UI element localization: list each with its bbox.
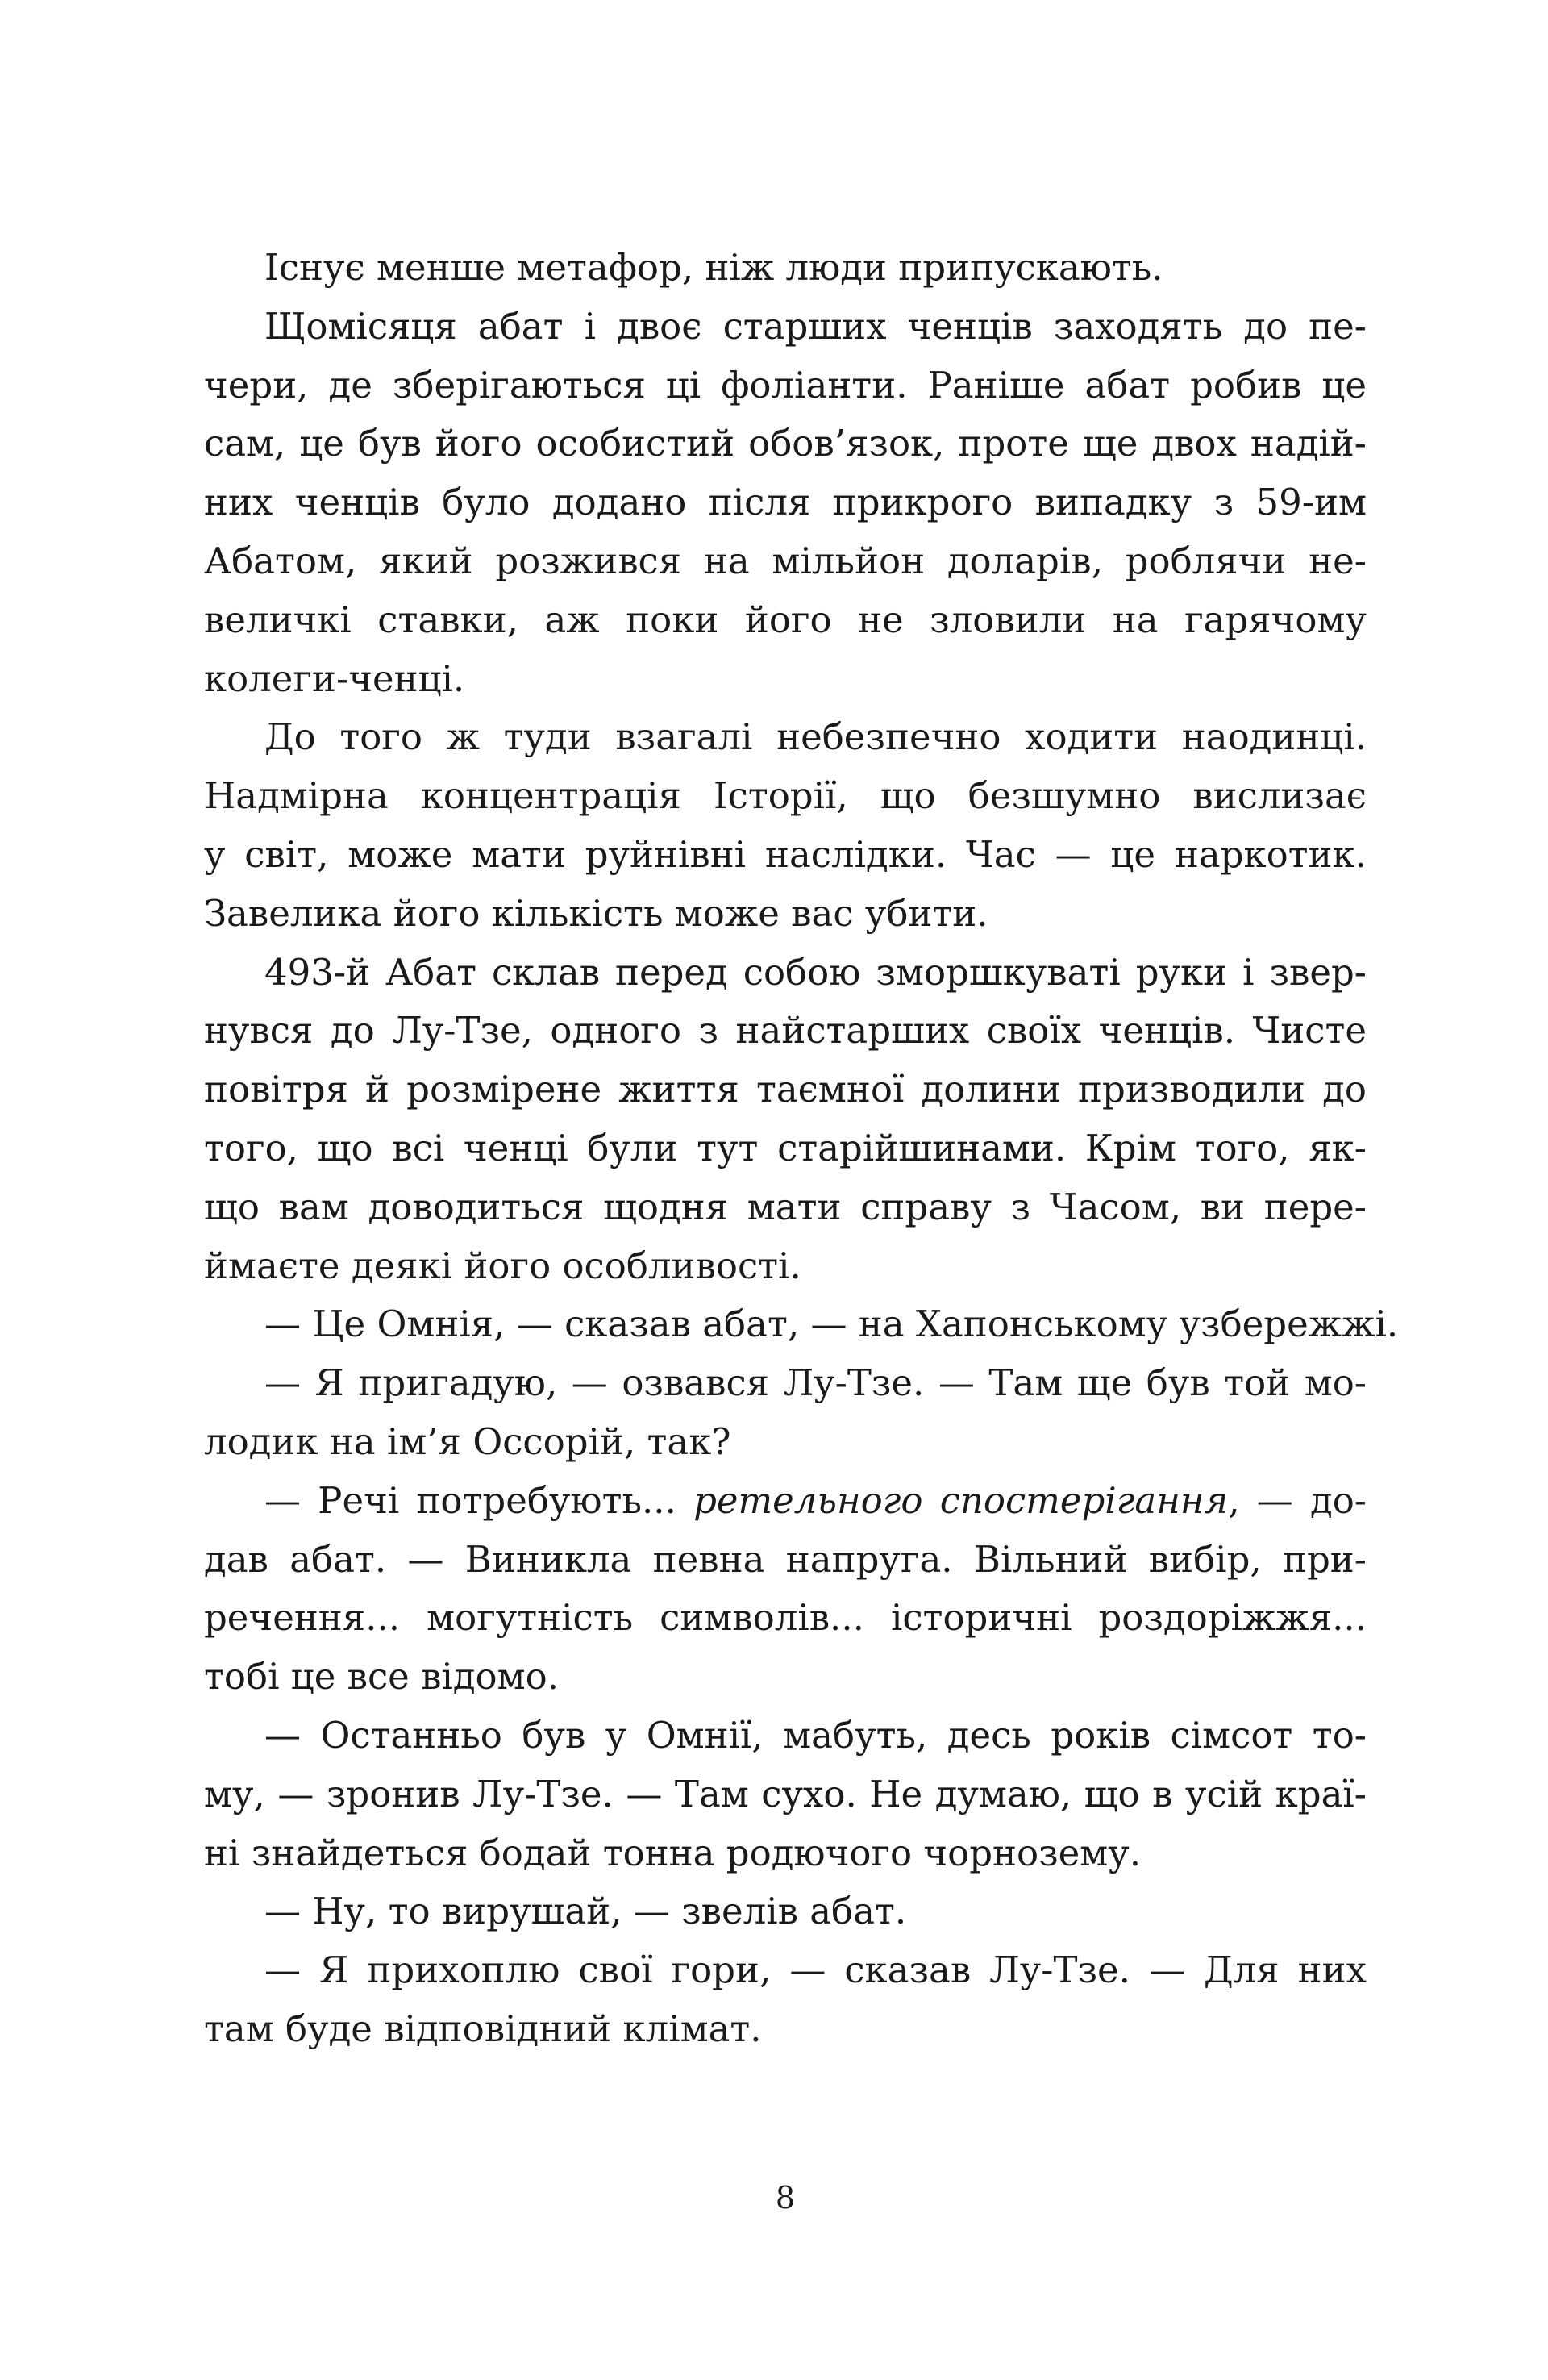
italic-emphasis: ретельного спостерігання — [693, 1478, 1229, 1522]
text-line: Завелика його кількість може вас убити. — [204, 891, 988, 935]
text-line: колеги-ченці. — [204, 656, 465, 700]
dialogue-paragraph — [204, 1707, 1367, 1882]
text-line: — Я пригадую, — озвався Лу-Тзе. — Там ще був той мо- — [264, 1361, 1367, 1405]
text-line: — Ну, то вирушай, — звелів абат. — [264, 1890, 907, 1933]
text-line: у світ, може мати руйнівні наслідки. Час — це наркотик. — [204, 832, 1367, 876]
text-line: Існує менше метафор, ніж люди припускають. — [264, 246, 1163, 289]
text-line: сам, це був його особистий обов’язок, проте ще двох надій- — [204, 422, 1367, 465]
text-line: му, — зронив Лу-Тзе. — Там сухо. Не думаю, що в усій краї- — [204, 1772, 1367, 1815]
dialogue-paragraph — [204, 1882, 1367, 1941]
text-run: — Речі потребують... — [264, 1478, 694, 1522]
page-number: 8 — [775, 2180, 796, 2215]
text-line: чери, де зберігаються ці фоліанти. Раніше абат робив це — [204, 363, 1367, 406]
text-line: тобі це все відомо. — [204, 1655, 560, 1699]
body-text — [204, 239, 1399, 2059]
dialogue-paragraph — [204, 1295, 1399, 1354]
text-line: повітря й розмірене життя таємної долини призводили до — [204, 1068, 1367, 1111]
text-line — [204, 1472, 1367, 1531]
text-line: Щомісяця абат і двоє старших ченців заходять до пе- — [264, 304, 1367, 348]
text-line: ймаєте деякі його особливості. — [204, 1244, 801, 1287]
text-line: нувся до Лу-Тзе, одного з найстарших своїх ченців. Чисте — [204, 1009, 1367, 1052]
text-line: там буде відповідний клімат. — [204, 2007, 762, 2050]
paragraph — [204, 708, 1367, 943]
dialogue-paragraph — [204, 1472, 1367, 1707]
text-line: До того ж туди взагалі небезпечно ходити наодинці. — [264, 715, 1367, 759]
paragraph — [204, 298, 1367, 709]
text-line: ні знайдеться бодай тонна родючого чорнозему. — [204, 1831, 1142, 1874]
text-line: Абатом, який розжився на мільйон доларів, роблячи не- — [204, 539, 1367, 582]
paragraph — [204, 944, 1367, 1296]
text-line: що вам доводиться щодня мати справу з Часом, ви пере- — [204, 1185, 1367, 1228]
dialogue-paragraph — [204, 1941, 1367, 2059]
text-line: 493-й Абат склав перед собою зморшкуваті руки і звер- — [264, 950, 1367, 994]
text-line: них ченців було додано після прикрого випадку з 59-им — [204, 481, 1367, 524]
text-line: дав абат. — Виникла певна напруга. Вільний вибір, при- — [204, 1537, 1367, 1581]
text-run: , — до- — [1228, 1478, 1367, 1522]
text-line: речення... могутність символів... історичні роздоріжжя... — [204, 1596, 1367, 1640]
text-line: величкі ставки, аж поки його не зловили на гарячому — [204, 598, 1367, 641]
paragraph — [204, 239, 1367, 298]
text-line: Надмірна концентрація Історії, що безшумно вислизає — [204, 774, 1367, 818]
text-line: — Я прихоплю свої гори, — сказав Лу-Тзе. — Для них — [264, 1949, 1367, 1992]
dialogue-paragraph — [204, 1354, 1367, 1472]
text-line: лодик на ім’я Оссорій, так? — [204, 1419, 731, 1463]
text-line: — Останньо був у Омнії, мабуть, десь років сімсот то- — [264, 1713, 1367, 1757]
text-line: — Це Омнія, — сказав абат, — на Хапонському узбережжі. — [264, 1303, 1399, 1346]
text-line: того, що всі ченці були тут старійшинами. Крім того, як- — [204, 1126, 1367, 1169]
